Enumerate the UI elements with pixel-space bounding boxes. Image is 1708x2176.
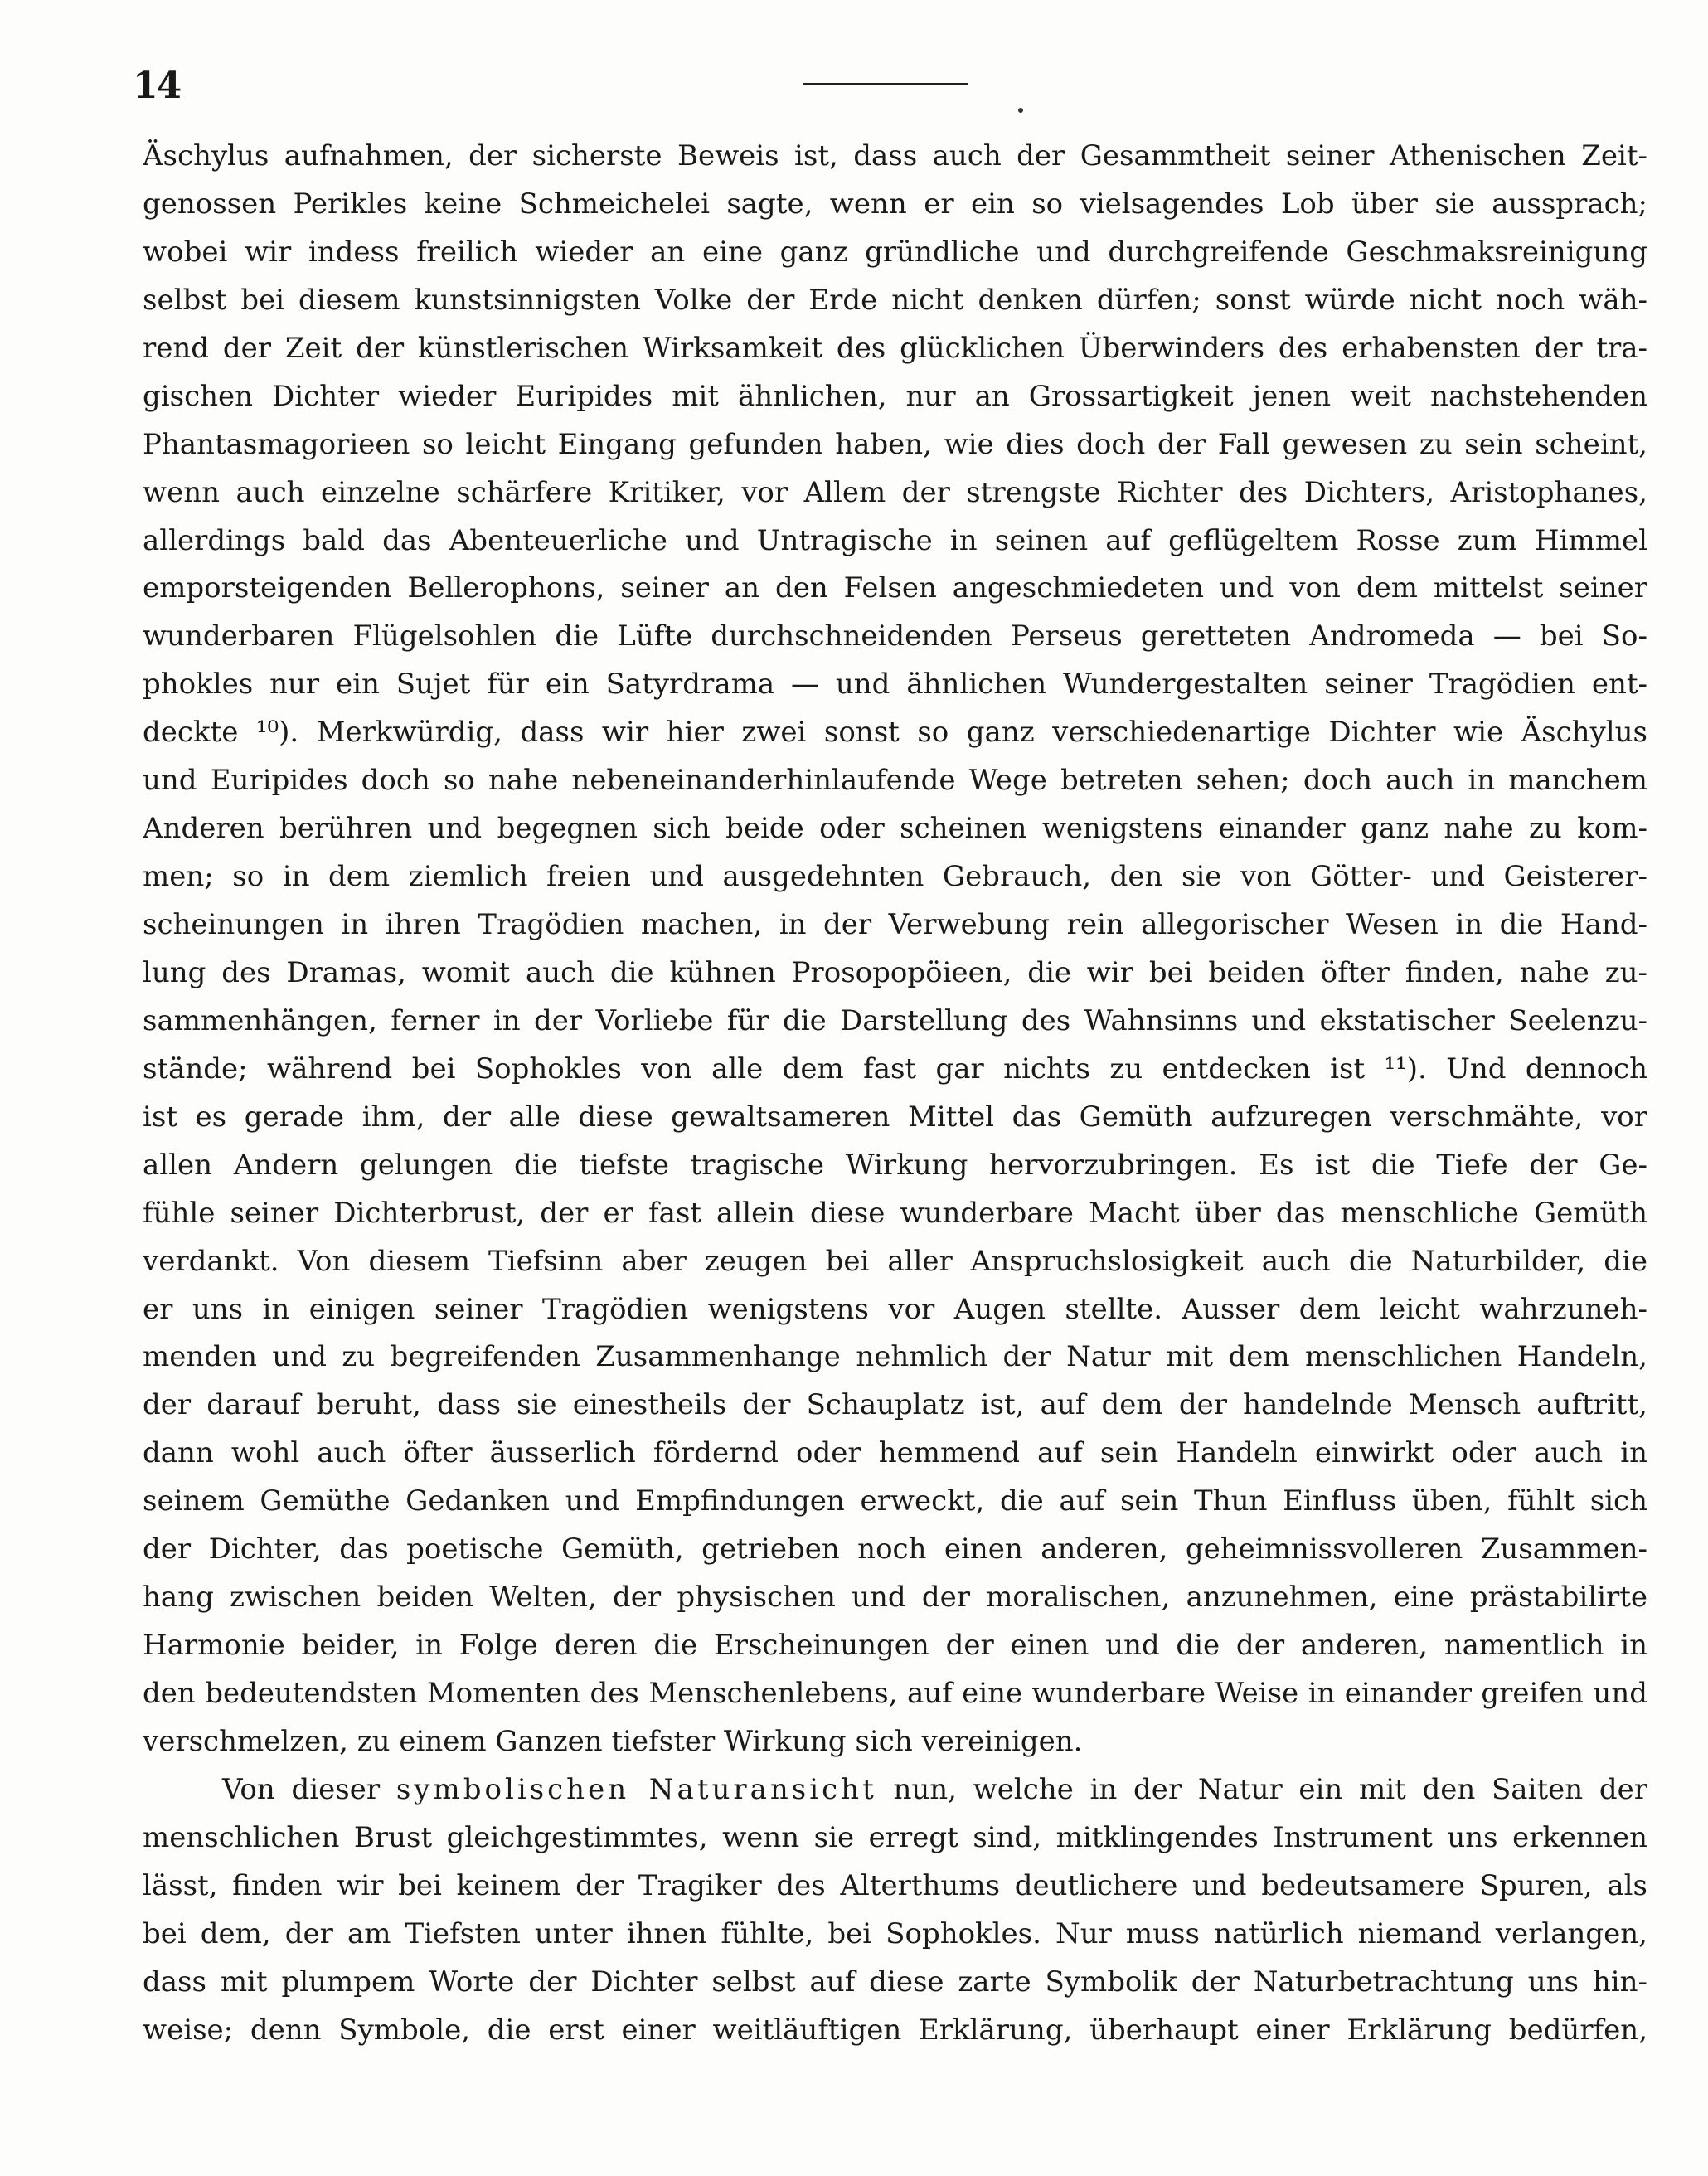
text-line: wobei wir indess freilich wieder an eine ganz gründliche und durchgreifende Geschmaksreinigung: [143, 235, 1647, 269]
text-line: lung des Dramas, womit auch die kühnen Prosopopöieen, die wir bei beiden öfter finden, nahe zu-: [143, 955, 1647, 989]
text-line: wenn auch einzelne schärfere Kritiker, vor Allem der strengste Richter des Dichters, Aristophanes,: [143, 475, 1647, 509]
body-text: [143, 133, 1647, 2055]
header-mark: [1018, 108, 1023, 113]
text-line: emporsteigenden Bellerophons, seiner an den Felsen angeschmiedeten und von dem mittelst seiner: [143, 571, 1647, 605]
emphasized-term: symbolischen Naturansicht: [395, 1772, 877, 1806]
paragraph-end-line: verschmelzen, zu einem Ganzen tiefster Wirkung sich vereinigen.: [143, 1724, 1083, 1758]
text-line: er uns in einigen seiner Tragödien wenigstens vor Augen stellte. Ausser dem leicht wahrzuneh-: [143, 1292, 1647, 1326]
text-line: menden und zu begreifenden Zusammenhange nehmlich der Natur mit dem menschlichen Handeln,: [143, 1340, 1647, 1374]
page-number: 14: [133, 65, 181, 107]
text-line: lässt, finden wir bei keinem der Tragiker des Alterthums deutlichere und bedeutsamere Spuren, als: [143, 1868, 1647, 1902]
text-line: weise; denn Symbole, die erst einer weitläuftigen Erklärung, überhaupt einer Erklärung bedürfen,: [143, 2013, 1647, 2047]
text-line: allerdings bald das Abenteuerliche und Untragische in seinen auf geflügeltem Rosse zum Himmel: [143, 523, 1647, 557]
text-line: selbst bei diesem kunstsinnigsten Volke der Erde nicht denken dürfen; sonst würde nicht noch wäh-: [143, 283, 1647, 317]
text-line: verdankt. Von diesem Tiefsinn aber zeugen bei aller Anspruchslosigkeit auch die Naturbilder, die: [143, 1244, 1647, 1278]
text-line: Phantasmagorieen so leicht Eingang gefunden haben, wie dies doch der Fall gewesen zu sein scheint,: [143, 427, 1647, 461]
text-line: allen Andern gelungen die tiefste tragische Wirkung hervorzubringen. Es ist die Tiefe der Ge-: [143, 1148, 1647, 1182]
header-rule: [803, 83, 968, 85]
text-line: Harmonie beider, in Folge deren die Erscheinungen der einen und die der anderen, namentlich in: [143, 1629, 1647, 1663]
text-line: der darauf beruht, dass sie einestheils der Schauplatz ist, auf dem der handelnde Mensch auftritt,: [143, 1388, 1647, 1422]
text-line: ist es gerade ihm, der alle diese gewaltsameren Mittel das Gemüth aufzuregen verschmähte, vor: [143, 1100, 1647, 1134]
text-line: men; so in dem ziemlich freien und ausgedehnten Gebrauch, den sie von Götter- und Geisterer-: [143, 860, 1647, 894]
paragraph-first-line: [143, 1766, 1647, 1814]
text-line: scheinungen in ihren Tragödien machen, in der Verwebung rein allegorischer Wesen in die Hand-: [143, 908, 1647, 941]
text-line: phokles nur ein Sujet für ein Satyrdrama — und ähnlichen Wundergestalten seiner Tragödien ent-: [143, 668, 1647, 702]
text-line: deckte ¹⁰). Merkwürdig, dass wir hier zwei sonst so ganz verschiedenartige Dichter wie Äschylus: [143, 716, 1647, 750]
text-line: genossen Perikles keine Schmeichelei sagte, wenn er ein so vielsagendes Lob über sie aussprach;: [143, 187, 1647, 221]
text-line: fühle seiner Dichterbrust, der er fast allein diese wunderbare Macht über das menschliche Gemüth: [143, 1196, 1647, 1230]
text-line: sammenhängen, ferner in der Vorliebe für die Darstellung des Wahnsinns und ekstatischer Seelenzu-: [143, 1003, 1647, 1037]
text-line: dass mit plumpem Worte der Dichter selbst auf diese zarte Symbolik der Naturbetrachtung uns hin-: [143, 1965, 1647, 1999]
text-line: stände; während bei Sophokles von alle dem fast gar nichts zu entdecken ist ¹¹). Und dennoch: [143, 1052, 1647, 1086]
text-line: bei dem, der am Tiefsten unter ihnen fühlte, bei Sophokles. Nur muss natürlich niemand verlangen,: [143, 1916, 1647, 1950]
paragraph-opening-rest: nun, welche in der Natur ein mit den Saiten der: [893, 1772, 1647, 1806]
text-line: der Dichter, das poetische Gemüth, getrieben noch einen anderen, geheimnissvolleren Zusammen-: [143, 1532, 1647, 1566]
text-line: und Euripides doch so nahe nebeneinanderhinlaufende Wege betreten sehen; doch auch in manchem: [143, 764, 1647, 798]
text-line: dann wohl auch öfter äusserlich fördernd oder hemmend auf sein Handeln einwirkt oder auch in: [143, 1436, 1647, 1470]
text-line: Äschylus aufnahmen, der sicherste Beweis ist, dass auch der Gesammtheit seiner Athenischen Zeit-: [143, 139, 1647, 172]
text-line: seinem Gemüthe Gedanken und Empfindungen erweckt, die auf sein Thun Einfluss üben, fühlt sich: [143, 1484, 1647, 1518]
paragraph-opening-words: Von dieser: [222, 1772, 381, 1806]
text-line: Anderen berühren und begegnen sich beide oder scheinen wenigstens einander ganz nahe zu kom-: [143, 812, 1647, 846]
text-line: wunderbaren Flügelsohlen die Lüfte durchschneidenden Perseus geretteten Andromeda — bei So-: [143, 619, 1647, 653]
text-line: den bedeutendsten Momenten des Menschenlebens, auf eine wunderbare Weise in einander greifen und: [143, 1677, 1647, 1710]
text-line: hang zwischen beiden Welten, der physischen und der moralischen, anzunehmen, eine prästabilirte: [143, 1581, 1647, 1615]
text-line: gischen Dichter wieder Euripides mit ähnlichen, nur an Grossartigkeit jenen weit nachstehenden: [143, 379, 1647, 413]
text-line: rend der Zeit der künstlerischen Wirksamkeit des glücklichen Überwinders des erhabensten der tra-: [143, 331, 1647, 365]
text-line: menschlichen Brust gleichgestimmtes, wenn sie erregt sind, mitklingendes Instrument uns erkennen: [143, 1820, 1647, 1854]
